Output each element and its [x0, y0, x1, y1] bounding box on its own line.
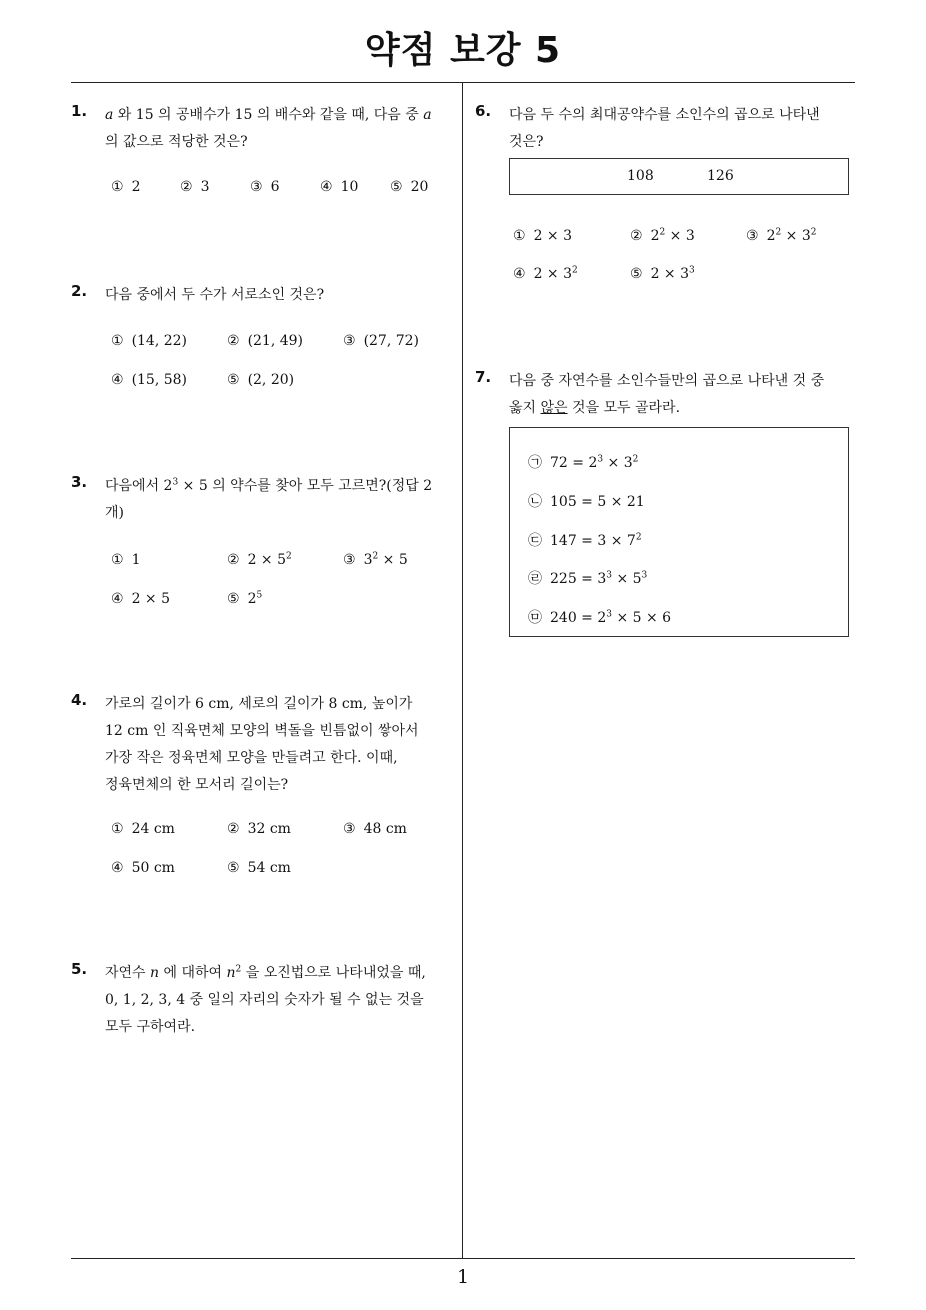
- question-line: [105, 473, 461, 500]
- statement-mark: ㉠: [528, 455, 542, 471]
- statement-3: [528, 530, 642, 550]
- option-mark: ①: [111, 179, 124, 195]
- option-mark: ⑤: [227, 860, 240, 876]
- exponent: 2: [810, 227, 817, 238]
- option-text: (14, 22): [131, 333, 188, 349]
- option-text: 2: [247, 591, 257, 607]
- option-mark: ①: [111, 821, 124, 837]
- option-5[interactable]: [227, 591, 262, 607]
- question-text: 다음 중에서 두 수가 서로소인 것은?: [105, 287, 325, 303]
- question-5: [71, 960, 461, 1050]
- statement-text: 105 = 5 × 21: [550, 494, 645, 510]
- option-text: 3: [200, 179, 210, 195]
- statement-mark: ㉣: [528, 571, 542, 587]
- text-run: 에 대하여: [159, 965, 227, 981]
- option-text: 20: [410, 179, 429, 195]
- question-line: 0, 1, 2, 3, 4 중 일의 자리의 숫자가 될 수 없는 것을: [105, 992, 424, 1008]
- exponent: 2: [632, 454, 639, 465]
- question-line: 개): [105, 505, 124, 521]
- statement-text: × 3: [603, 455, 633, 471]
- question-text: [105, 102, 461, 156]
- question-number: 6.: [475, 102, 492, 120]
- question-line: [509, 395, 859, 422]
- option-mark: ②: [227, 821, 240, 837]
- option-text: 24 cm: [131, 821, 175, 837]
- exponent: 2: [572, 265, 578, 276]
- question-line: 것은?: [509, 134, 544, 150]
- option-text: 48 cm: [363, 821, 407, 837]
- option-1[interactable]: [111, 821, 175, 837]
- exponent: 3: [172, 477, 179, 488]
- question-line: 다음 두 수의 최대공약수를 소인수의 곱으로 나타낸: [509, 107, 820, 123]
- option-text: (21, 49): [247, 333, 304, 349]
- statement-mark: ㉤: [528, 610, 542, 626]
- statement-text: 72 = 2: [550, 455, 598, 471]
- option-text: 2: [766, 228, 776, 244]
- statement-4: [528, 568, 647, 588]
- question-7: [475, 368, 860, 643]
- option-mark: ③: [250, 179, 263, 195]
- number-box: [509, 158, 849, 195]
- option-text: 10: [340, 179, 359, 195]
- variable: n: [226, 965, 236, 981]
- column-divider: [462, 82, 463, 1258]
- option-text: × 3: [665, 228, 695, 244]
- option-4[interactable]: [111, 591, 170, 607]
- option-5[interactable]: [227, 860, 291, 876]
- option-mark: ④: [320, 179, 333, 195]
- question-line: 의 값으로 적당한 것은?: [105, 134, 248, 150]
- question-number: 5.: [71, 960, 88, 978]
- statement-text: × 5 × 6: [612, 610, 672, 626]
- option-mark: ⑤: [227, 372, 240, 388]
- exponent: 3: [606, 570, 612, 581]
- question-line: [105, 102, 461, 129]
- question-text: [105, 960, 465, 1041]
- box-number: 126: [707, 168, 734, 184]
- option-1[interactable]: [111, 179, 140, 195]
- option-mark: ①: [513, 228, 526, 244]
- statement-text: × 5: [612, 571, 642, 587]
- option-mark: ②: [180, 179, 193, 195]
- option-3[interactable]: [343, 552, 408, 568]
- statement-text: 240 = 2: [550, 610, 607, 626]
- exponent: 3: [606, 609, 612, 620]
- option-mark: ②: [630, 228, 643, 244]
- option-mark: ①: [111, 552, 124, 568]
- question-6: [475, 102, 855, 292]
- option-text: 2 × 3: [533, 228, 573, 244]
- option-text: 2 × 5: [131, 591, 171, 607]
- statement-mark: ㉢: [528, 533, 542, 549]
- option-text: (27, 72): [363, 333, 420, 349]
- option-3[interactable]: [746, 228, 817, 244]
- question-line: 정육면체의 한 모서리 길이는?: [105, 777, 289, 793]
- option-5[interactable]: [390, 179, 428, 195]
- option-text: 6: [270, 179, 280, 195]
- exponent: 2: [659, 227, 666, 238]
- question-text: [509, 368, 859, 422]
- question-line: 모두 구하여라.: [105, 1019, 196, 1035]
- page-number: 1: [456, 1266, 470, 1288]
- option-text: 2 × 3: [533, 266, 573, 282]
- question-number: 1.: [71, 102, 88, 120]
- question-number: 4.: [71, 691, 88, 709]
- question-line: 가로의 길이가 6 cm, 세로의 길이가 8 cm, 높이가: [105, 696, 413, 712]
- option-2[interactable]: [227, 333, 303, 349]
- option-mark: ④: [111, 372, 124, 388]
- question-2: [71, 282, 461, 402]
- exponent: 5: [256, 590, 263, 601]
- question-text: [105, 691, 461, 799]
- statement-5: [528, 607, 671, 627]
- option-mark: ④: [111, 860, 124, 876]
- option-text: 54 cm: [247, 860, 291, 876]
- exponent: 2: [775, 227, 782, 238]
- exponent: 3: [597, 454, 604, 465]
- question-text: [105, 473, 461, 527]
- statement-text: 225 = 3: [550, 571, 607, 587]
- text-run: 옳지: [509, 400, 541, 416]
- option-mark: ③: [746, 228, 759, 244]
- text-run: 을 오진법으로 나타내었을 때,: [241, 965, 426, 981]
- exponent: 2: [635, 532, 642, 543]
- option-4[interactable]: [320, 179, 358, 195]
- option-1[interactable]: [111, 552, 140, 568]
- question-4: [71, 691, 461, 891]
- question-line: 12 cm 인 직육면체 모양의 벽돌을 빈틈없이 쌓아서: [105, 723, 419, 739]
- option-3[interactable]: [343, 333, 419, 349]
- option-text: 2 × 5: [247, 552, 287, 568]
- page-title: 약점 보강 5: [364, 30, 562, 71]
- option-mark: ②: [227, 333, 240, 349]
- question-text: [509, 102, 855, 156]
- exponent: 2: [235, 964, 242, 975]
- text-run: × 5 의 약수를 찾아 모두 고르면?(정답 2: [178, 478, 433, 494]
- option-5[interactable]: [227, 372, 294, 388]
- question-line: 가장 작은 정육면체 모양을 만들려고 한다. 이때,: [105, 750, 398, 766]
- exponent: 2: [372, 551, 379, 562]
- option-5[interactable]: [630, 266, 695, 282]
- question-1: [71, 102, 461, 212]
- underlined-word: 않은: [540, 400, 568, 416]
- option-mark: ③: [343, 552, 356, 568]
- option-4[interactable]: [111, 860, 175, 876]
- variable: a: [423, 107, 432, 123]
- statements-box: [509, 427, 849, 637]
- option-2[interactable]: [630, 228, 695, 244]
- question-3: [71, 473, 461, 623]
- option-text: (2, 20): [247, 372, 295, 388]
- option-text: 3: [363, 552, 373, 568]
- option-text: 2 × 3: [650, 266, 690, 282]
- question-number: 3.: [71, 473, 88, 491]
- text-run: 것을 모두 골라라.: [567, 400, 681, 416]
- box-number: 108: [627, 168, 654, 184]
- option-2[interactable]: [227, 552, 292, 568]
- option-2[interactable]: [180, 179, 209, 195]
- option-4[interactable]: [111, 372, 187, 388]
- exponent: 2: [286, 551, 292, 562]
- option-mark: ①: [111, 333, 124, 349]
- option-1[interactable]: [513, 228, 572, 244]
- question-line: 다음 중 자연수를 소인수들만의 곱으로 나타낸 것 중: [509, 373, 825, 389]
- option-3[interactable]: [250, 179, 279, 195]
- option-mark: ⑤: [390, 179, 403, 195]
- text-run: 자연수: [105, 965, 151, 981]
- option-mark: ⑤: [227, 591, 240, 607]
- variable: a: [105, 107, 114, 123]
- header-rule: [71, 82, 855, 83]
- option-text: 1: [131, 552, 141, 568]
- variable: n: [150, 965, 160, 981]
- option-3[interactable]: [343, 821, 407, 837]
- option-mark: ③: [343, 821, 356, 837]
- option-1[interactable]: [111, 333, 187, 349]
- question-number: 7.: [475, 368, 492, 386]
- text-run: 다음에서 2: [105, 478, 173, 494]
- exponent: 3: [641, 570, 648, 581]
- option-mark: ②: [227, 552, 240, 568]
- option-text: 2: [131, 179, 141, 195]
- option-text: (15, 58): [131, 372, 188, 388]
- option-mark: ③: [343, 333, 356, 349]
- option-2[interactable]: [227, 821, 291, 837]
- statement-text: 147 = 3 × 7: [550, 533, 636, 549]
- exponent: 3: [689, 265, 695, 276]
- question-number: 2.: [71, 282, 88, 300]
- footer-rule: [71, 1258, 855, 1259]
- option-text: 32 cm: [247, 821, 291, 837]
- statement-2: [528, 491, 645, 511]
- option-text: × 3: [781, 228, 811, 244]
- question-line: [105, 960, 465, 987]
- option-mark: ④: [111, 591, 124, 607]
- option-text: × 5: [378, 552, 408, 568]
- text-run: 와 15 의 공배수가 15 의 배수와 같을 때, 다음 중: [113, 107, 424, 123]
- option-text: 2: [650, 228, 660, 244]
- option-text: 50 cm: [131, 860, 175, 876]
- statement-mark: ㉡: [528, 494, 542, 510]
- option-mark: ⑤: [630, 266, 643, 282]
- option-4[interactable]: [513, 266, 578, 282]
- option-mark: ④: [513, 266, 526, 282]
- statement-1: [528, 452, 638, 472]
